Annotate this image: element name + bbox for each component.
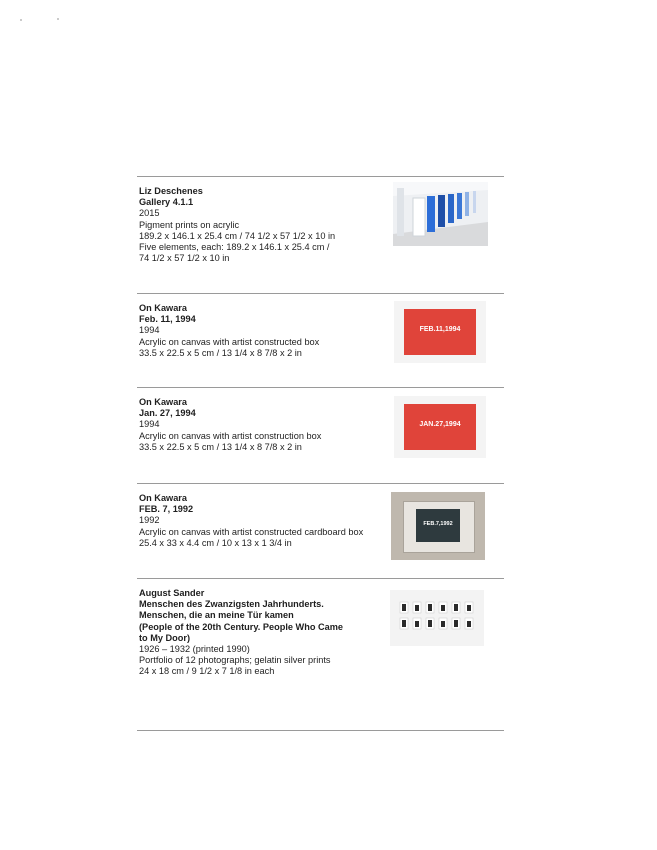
divider-bottom bbox=[137, 730, 504, 731]
artwork-title-line-1: Menschen des Zwanzigsten Jahrhunderts. bbox=[139, 599, 324, 610]
artwork-medium: Pigment prints on acrylic bbox=[139, 219, 240, 230]
artwork-details-cont: 74 1/2 x 57 1/2 x 10 in bbox=[139, 253, 230, 264]
painting-text: FEB.11,1994 bbox=[419, 326, 461, 333]
kawara-feb7-image bbox=[391, 492, 485, 560]
divider-top bbox=[137, 176, 504, 177]
divider-1 bbox=[137, 293, 504, 294]
artwork-dimensions: 25.4 x 33 x 4.4 cm / 10 x 13 x 1 3/4 in bbox=[139, 537, 292, 548]
artwork-details: Five elements, each: 189.2 x 146.1 x 25.4 cm / bbox=[139, 242, 330, 253]
painting-text: JAN.27,1994 bbox=[419, 421, 461, 428]
artwork-title-line-3: (People of the 20th Century. People Who Came bbox=[139, 621, 344, 632]
artwork-year: 1994 bbox=[139, 325, 160, 336]
artwork-title-line-4: to My Door) bbox=[139, 632, 191, 643]
artwork-dimensions: 24 x 18 cm / 9 1/2 x 7 1/8 in each bbox=[139, 666, 275, 677]
artwork-title: Gallery 4.1.1 bbox=[139, 197, 194, 208]
artist-name: Liz Deschenes bbox=[139, 186, 203, 196]
artwork-year: 1926 – 1932 (printed 1990) bbox=[139, 644, 250, 655]
artwork-title: FEB. 7, 1992 bbox=[139, 504, 194, 515]
artwork-medium: Portfolio of 12 photographs; gelatin silver prints bbox=[139, 655, 331, 666]
divider-4 bbox=[137, 578, 504, 579]
artwork-entry-kawara-1 bbox=[139, 303, 379, 359]
artwork-dimensions: 33.5 x 22.5 x 5 cm / 13 1/4 x 8 7/8 x 2 in bbox=[139, 347, 302, 358]
artwork-year: 1992 bbox=[139, 515, 160, 526]
artwork-entry-deschenes bbox=[139, 186, 379, 264]
artwork-year: 1994 bbox=[139, 419, 160, 430]
artist-name: On Kawara bbox=[139, 303, 187, 313]
artwork-medium: Acrylic on canvas with artist constructed box bbox=[139, 336, 320, 347]
artwork-medium: Acrylic on canvas with artist construction box bbox=[139, 430, 322, 441]
artwork-title: Jan. 27, 1994 bbox=[139, 408, 196, 419]
artwork-medium: Acrylic on canvas with artist constructed cardboard box bbox=[139, 526, 364, 537]
artwork-entry-sander bbox=[139, 588, 379, 678]
artist-name: August Sander bbox=[139, 588, 205, 598]
artwork-entry-kawara-3 bbox=[139, 493, 379, 549]
sander-portfolio-image bbox=[390, 590, 484, 646]
artwork-year: 2015 bbox=[139, 208, 160, 219]
kawara-jan27-image bbox=[394, 396, 486, 458]
divider-3 bbox=[137, 483, 504, 484]
artwork-title: Feb. 11, 1994 bbox=[139, 314, 196, 325]
kawara-feb11-image bbox=[394, 301, 486, 363]
artist-name: On Kawara bbox=[139, 493, 187, 503]
artwork-dimensions: 33.5 x 22.5 x 5 cm / 13 1/4 x 8 7/8 x 2 in bbox=[139, 441, 302, 452]
painting-text: FEB.7,1992 bbox=[423, 521, 453, 527]
artwork-entry-kawara-2 bbox=[139, 397, 379, 453]
artwork-title-line-2: Menschen, die an meine Tür kamen bbox=[139, 610, 294, 621]
deschenes-gallery-image bbox=[393, 182, 488, 246]
artist-name: On Kawara bbox=[139, 397, 187, 407]
artwork-dimensions: 189.2 x 146.1 x 25.4 cm / 74 1/2 x 57 1/2 x 10 in bbox=[139, 230, 336, 241]
divider-2 bbox=[137, 387, 504, 388]
